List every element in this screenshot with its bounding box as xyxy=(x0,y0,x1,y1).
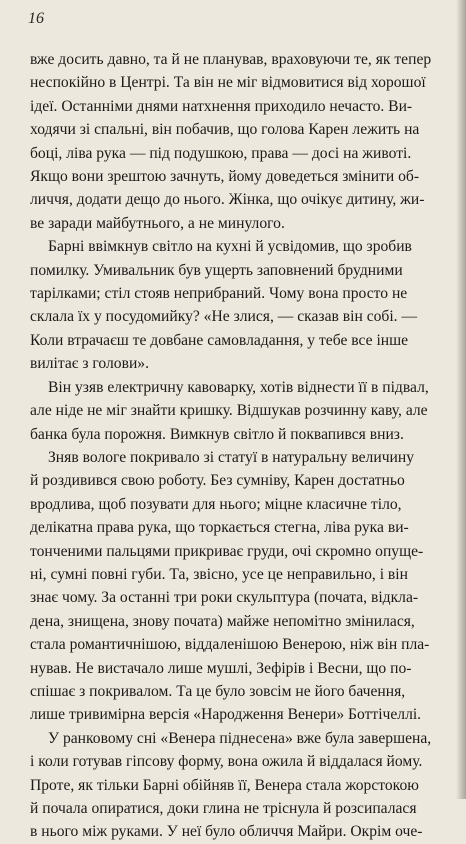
text-line: неспокійно в Центрі. Та він не міг відмовитися від хорошої xyxy=(30,74,426,92)
text-line: ходячи зі спальні, він побачив, що голова Карен лежить на xyxy=(30,121,420,139)
text-line: помилку. Умивальник був ущерть заповнений брудними xyxy=(30,261,403,279)
text-line: склала їх у посудомийку? «Не злися, — сказав він собі. — xyxy=(30,308,418,326)
text-line: личчя, додати дещо до нього. Жінка, що очікує дитину, жи- xyxy=(30,191,425,209)
text-line: Проте, як тільки Барні обійняв її, Венера стала жорстокою xyxy=(30,776,419,794)
text-line: нував. Не вистачало лише мушлі, Зефірів і Весни, що по- xyxy=(30,659,412,677)
text-line: ве заради майбутнього, а не минулого. xyxy=(30,214,285,232)
body-text xyxy=(30,48,464,844)
text-line: лише тривимірна версія «Народження Венери» Боттічеллі. xyxy=(30,706,422,724)
paragraph-start-line: Барні ввімкнув світло на кухні й усвідомив, що зробив xyxy=(48,238,412,256)
text-line: тонченими пальцями прикриває груди, очі скромно опуще- xyxy=(30,542,424,560)
text-line: вродлива, щоб позувати для нього; міцне класичне тіло, xyxy=(30,495,402,513)
text-line: спішає з покривалом. Та це було зовсім не його бачення, xyxy=(30,682,406,700)
paragraph-start-line: Він узяв електричну кавоварку, хотів віднести її в підвал, xyxy=(48,378,429,396)
text-line: знає чому. За останні три роки скульптура (почата, відкла- xyxy=(30,589,419,607)
text-line: тарілками; стіл стояв неприбраний. Чому вона просто не xyxy=(30,285,408,303)
text-line: вилітає з голови». xyxy=(30,355,149,373)
paragraph-start-line: У ранковому сні «Венера піднесена» вже була завершена, xyxy=(48,729,432,747)
text-line: банка була порожня. Вимкнув світло й поквапився вниз. xyxy=(30,425,404,443)
text-line: Якщо вони зрештою зачнуть, йому доведеться змінити об- xyxy=(30,168,420,186)
text-line: але ніде не міг знайти кришку. Відшукав розчинну каву, але xyxy=(30,402,428,420)
page-edge-shadow xyxy=(456,0,466,799)
text-line: боці, ліва рука — під подушкою, права — досі на животі. xyxy=(30,144,412,162)
text-line: стала романтичнішою, віддаленішою Венерою, ніж він пла- xyxy=(30,636,430,654)
text-line: дена, знищена, знову почата) майже непомітно змінилася, xyxy=(30,612,415,630)
paragraph-start-line: Зняв вологе покривало зі статуї в натуральну величину xyxy=(48,448,415,466)
text-line: вже досить давно, та й не планував, враховуючи те, як тепер xyxy=(30,51,432,68)
text-line: в нього між руками. У неї було обличчя Майри. Окрім оче- xyxy=(30,823,423,841)
text-line: і коли готував гіпсову форму, вона ожила й віддалася йому. xyxy=(30,753,423,771)
text-line: ні, сумні повні губи. Та, звісно, усе це неправильно, і він xyxy=(30,565,408,583)
text-line: Коли втрачаєш те довбане самовладання, у тебе все інше xyxy=(30,331,409,349)
text-line: й роздивився свою роботу. Без сумніву, Карен достатньо xyxy=(30,472,405,490)
text-line: й почала опиратися, доки глина не тріснула й розсипалася xyxy=(30,800,417,817)
page-number: 16 xyxy=(28,10,44,27)
text-line: делікатна права рука, що торкається стегна, ліва рука ви- xyxy=(30,519,409,537)
text-line: ідеї. Останніми днями натхнення приходило нечасто. Ви- xyxy=(30,97,413,115)
